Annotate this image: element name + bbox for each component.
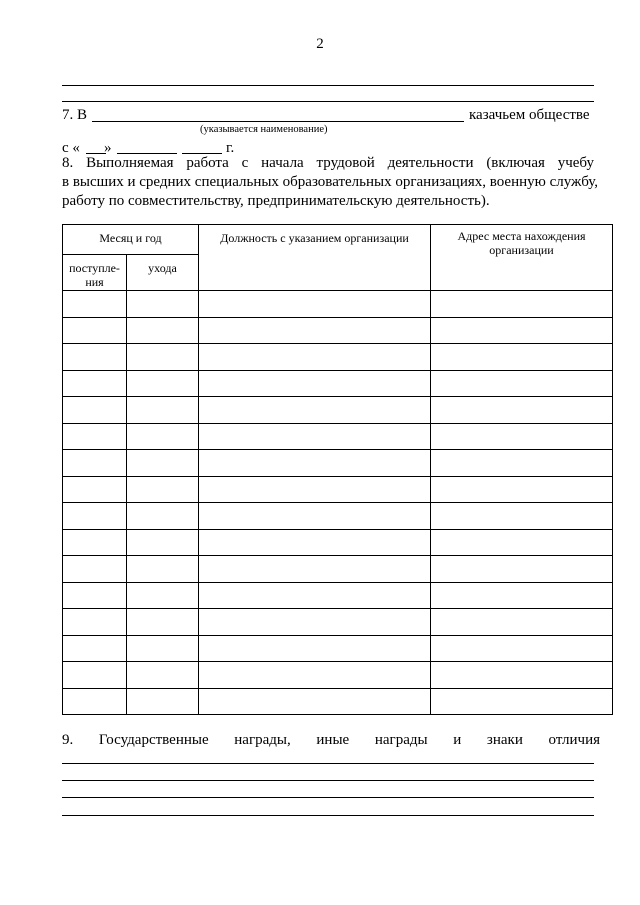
header-month-year: Месяц и год xyxy=(63,225,199,255)
section8-line3: работу по совместительству, предпринимательскую деятельность). xyxy=(62,193,490,209)
exit-cell[interactable] xyxy=(127,529,199,556)
position-cell[interactable] xyxy=(199,662,431,689)
society-name-field[interactable] xyxy=(92,121,464,122)
position-cell[interactable] xyxy=(199,423,431,450)
table-row xyxy=(63,529,613,556)
address-cell[interactable] xyxy=(431,397,613,424)
address-cell[interactable] xyxy=(431,688,613,715)
position-cell[interactable] xyxy=(199,397,431,424)
section7-hint: (указывается наименование) xyxy=(200,124,328,135)
awards-line-3[interactable] xyxy=(62,797,594,798)
page-number: 2 xyxy=(316,36,324,52)
address-cell[interactable] xyxy=(431,529,613,556)
exit-cell[interactable] xyxy=(127,556,199,583)
table-row xyxy=(63,370,613,397)
entry-cell[interactable] xyxy=(63,317,127,344)
exit-cell[interactable] xyxy=(127,476,199,503)
entry-cell[interactable] xyxy=(63,450,127,477)
address-cell[interactable] xyxy=(431,476,613,503)
position-cell[interactable] xyxy=(199,503,431,530)
position-cell[interactable] xyxy=(199,688,431,715)
since-mid: » xyxy=(104,140,112,156)
position-cell[interactable] xyxy=(199,582,431,609)
entry-cell[interactable] xyxy=(63,556,127,583)
table-row xyxy=(63,476,613,503)
table-row xyxy=(63,688,613,715)
exit-cell[interactable] xyxy=(127,450,199,477)
section8-line1: 8. Выполняемая работа с начала трудовой деятельности (включая учебу xyxy=(62,155,594,171)
section7-prefix: 7. В xyxy=(62,107,88,123)
header-position: Должность с указанием организации xyxy=(199,225,431,291)
entry-cell[interactable] xyxy=(63,582,127,609)
position-cell[interactable] xyxy=(199,317,431,344)
header-entry: поступле-ния xyxy=(63,255,127,291)
address-cell[interactable] xyxy=(431,370,613,397)
table-row xyxy=(63,662,613,689)
table-row xyxy=(63,344,613,371)
exit-cell[interactable] xyxy=(127,635,199,662)
position-cell[interactable] xyxy=(199,370,431,397)
address-cell[interactable] xyxy=(431,423,613,450)
table-row xyxy=(63,423,613,450)
entry-cell[interactable] xyxy=(63,397,127,424)
exit-cell[interactable] xyxy=(127,423,199,450)
exit-cell[interactable] xyxy=(127,688,199,715)
address-cell[interactable] xyxy=(431,556,613,583)
exit-cell[interactable] xyxy=(127,291,199,318)
entry-cell[interactable] xyxy=(63,609,127,636)
entry-cell[interactable] xyxy=(63,635,127,662)
since-suffix: г. xyxy=(226,140,235,156)
exit-cell[interactable] xyxy=(127,503,199,530)
since-prefix: с « xyxy=(62,140,80,156)
address-cell[interactable] xyxy=(431,582,613,609)
position-cell[interactable] xyxy=(199,291,431,318)
section8-line2: в высших и средних специальных образовательных организациях, военную службу, xyxy=(62,174,599,190)
table-row xyxy=(63,397,613,424)
table-row xyxy=(63,291,613,318)
entry-cell[interactable] xyxy=(63,370,127,397)
entry-cell[interactable] xyxy=(63,688,127,715)
position-cell[interactable] xyxy=(199,529,431,556)
entry-cell[interactable] xyxy=(63,529,127,556)
position-cell[interactable] xyxy=(199,344,431,371)
position-cell[interactable] xyxy=(199,635,431,662)
exit-cell[interactable] xyxy=(127,582,199,609)
address-cell[interactable] xyxy=(431,662,613,689)
exit-cell[interactable] xyxy=(127,370,199,397)
header-exit: ухода xyxy=(127,255,199,291)
exit-cell[interactable] xyxy=(127,317,199,344)
address-cell[interactable] xyxy=(431,450,613,477)
entry-cell[interactable] xyxy=(63,423,127,450)
table-row xyxy=(63,503,613,530)
entry-cell[interactable] xyxy=(63,662,127,689)
entry-cell[interactable] xyxy=(63,476,127,503)
address-cell[interactable] xyxy=(431,291,613,318)
position-cell[interactable] xyxy=(199,609,431,636)
position-cell[interactable] xyxy=(199,556,431,583)
table-row xyxy=(63,556,613,583)
table-row xyxy=(63,582,613,609)
exit-cell[interactable] xyxy=(127,397,199,424)
table-row xyxy=(63,450,613,477)
top-blank-line-2 xyxy=(62,101,594,102)
exit-cell[interactable] xyxy=(127,344,199,371)
section7-suffix: казачьем обществе xyxy=(469,107,590,123)
section9-line1: 9. Государственные награды, иные награды и знаки отличия xyxy=(62,732,600,748)
address-cell[interactable] xyxy=(431,609,613,636)
address-cell[interactable] xyxy=(431,635,613,662)
position-cell[interactable] xyxy=(199,450,431,477)
exit-cell[interactable] xyxy=(127,662,199,689)
entry-cell[interactable] xyxy=(63,503,127,530)
header-address: Адрес места нахождения организации xyxy=(431,225,613,291)
exit-cell[interactable] xyxy=(127,609,199,636)
address-cell[interactable] xyxy=(431,503,613,530)
awards-line-1[interactable] xyxy=(62,763,594,764)
address-cell[interactable] xyxy=(431,344,613,371)
awards-line-2[interactable] xyxy=(62,780,594,781)
address-cell[interactable] xyxy=(431,317,613,344)
work-history-table xyxy=(62,224,613,715)
position-cell[interactable] xyxy=(199,476,431,503)
top-blank-line-1 xyxy=(62,85,594,86)
entry-cell[interactable] xyxy=(63,344,127,371)
table-row xyxy=(63,609,613,636)
table-row xyxy=(63,317,613,344)
entry-cell[interactable] xyxy=(63,291,127,318)
table-row xyxy=(63,635,613,662)
awards-line-4[interactable] xyxy=(62,815,594,816)
